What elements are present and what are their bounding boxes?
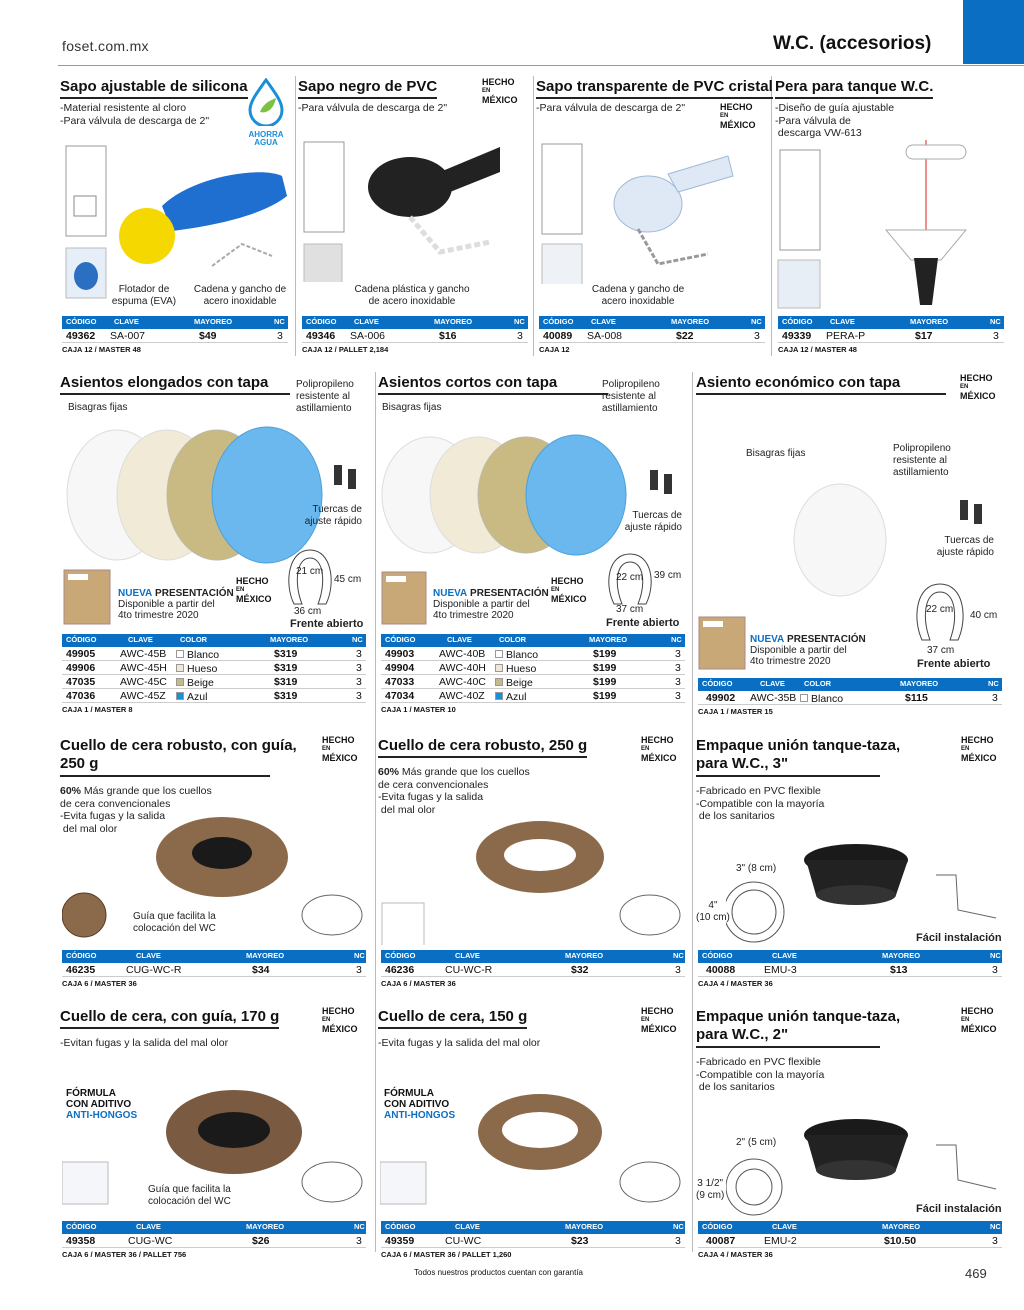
- product-bullets: -Diseño de guía ajustable -Para válvula de descarga VW-613: [775, 102, 895, 139]
- pack-info: CAJA 6 / MASTER 36: [62, 979, 137, 988]
- pack-info: CAJA 1 / MASTER 10: [381, 705, 456, 714]
- product-title: Asiento económico con tapa: [696, 374, 946, 395]
- table-row: 40088 EMU-3 $13 3: [698, 963, 1002, 977]
- product-image-cuello-robusto-guia: [62, 815, 372, 945]
- table-row: 47033 AWC-40C Beige $199 3: [381, 675, 685, 689]
- product-bullets: -Para válvula de descarga de 2": [298, 102, 448, 114]
- tuercas-label: Tuercas de ajuste rápido: [304, 504, 362, 527]
- ahorra-agua-badge: AHORRA AGUA: [244, 78, 288, 147]
- nueva-presentacion: NUEVA PRESENTACIÓN Disponible a partir del 4to trimestre 2020: [118, 588, 234, 621]
- hecho-en-mexico-badge: HECHO EN MÉXICO: [960, 373, 996, 401]
- hecho-en-mexico-badge: HECHO EN MÉXICO: [720, 102, 756, 130]
- hecho-en-mexico-badge: HECHO EN MÉXICO: [641, 1006, 677, 1034]
- bisagras-label: Bisagras fijas: [382, 402, 442, 413]
- product-bullets: 60% Más grande que los cuellos de cera convencionales -Evita fugas y la salida del mal olor: [378, 766, 530, 816]
- price-table: CÓDIGO CLAVE MAYOREO NC 49358 CUG-WC $26 3 CAJA 6 / MASTER 36 / PALLET 756: [62, 1222, 365, 1259]
- facil-instalacion-label: Fácil instalación: [916, 1203, 1002, 1215]
- divider: [533, 76, 534, 356]
- hecho-en-mexico-badge: HECHO EN MÉXICO: [482, 77, 518, 105]
- product-title: Empaque unión tanque-taza, para W.C., 2": [696, 1008, 901, 1043]
- section-tab: [963, 0, 1024, 64]
- product-bullets: 60% Más grande que los cuellos de cera convencionales -Evita fugas y la salida del mal olor: [60, 785, 212, 835]
- dim-width: 21 cm: [296, 566, 324, 577]
- image-label: Flotador de espuma (EVA): [111, 284, 177, 307]
- polipropileno-label: Polipropileno resistente al astillamiento: [893, 443, 951, 478]
- dim-side: 4" (10 cm): [696, 900, 730, 923]
- dim-base: 36 cm: [294, 606, 322, 617]
- product-image-asientos-cortos: [380, 420, 690, 560]
- product-title: Sapo negro de PVC: [298, 78, 437, 99]
- tuercas-label: Tuercas de ajuste rápido: [624, 510, 682, 533]
- table-row: 49359 CU-WC $23 3: [381, 1234, 685, 1248]
- package-image: [380, 570, 428, 626]
- pack-info: CAJA 4 / MASTER 36: [698, 1250, 773, 1259]
- price-table-economico: CÓDIGO CLAVE COLOR MAYOREO NC 49902 AWC-35B Blanco $115 3 CAJA 1 / MASTER 15: [698, 678, 1002, 716]
- product-title: Cuello de cera, con guía, 170 g: [60, 1008, 279, 1029]
- product-image-sapo-transparente: [538, 134, 766, 284]
- header-divider: [58, 65, 1024, 66]
- price-table: CÓDIGO CLAVE MAYOREO NC 49346 SA-006 $16 3 CAJA 12 / PALLET 2,184: [302, 316, 528, 354]
- hecho-en-mexico-badge: HECHO EN MÉXICO: [322, 1006, 358, 1034]
- table-row: 47035 AWC-45C Beige $319 3: [62, 675, 366, 689]
- table-row: 49902 AWC-35B Blanco $115 3: [698, 691, 1002, 705]
- divider: [295, 76, 296, 356]
- product-image-cuello-robusto: [380, 815, 690, 945]
- hecho-en-mexico-badge: HECHO EN MÉXICO: [236, 576, 272, 604]
- product-image-cuello-150: [380, 1082, 690, 1217]
- price-table: CÓDIGO CLAVE MAYOREO NC 49359 CU-WC $23 3 CAJA 6 / MASTER 36 / PALLET 1,260: [381, 1222, 684, 1259]
- section-title: W.C. (accesorios): [773, 33, 932, 54]
- pack-info: CAJA 6 / MASTER 36 / PALLET 756: [62, 1250, 187, 1259]
- product-title: Sapo ajustable de silicona: [60, 78, 248, 99]
- pack-info: CAJA 12 / PALLET 2,184: [302, 345, 389, 354]
- dim-height: 40 cm: [970, 610, 998, 621]
- product-bullets: -Fabricado en PVC flexible -Compatible con la mayoría de los sanitarios: [696, 785, 825, 822]
- table-row: 49905 AWC-45B Blanco $319 3: [62, 647, 366, 661]
- table-row: 47034 AWC-40Z Azul $199 3: [381, 689, 685, 703]
- price-table: CÓDIGO CLAVE MAYOREO NC 46235 CUG-WC-R $34 3 CAJA 6 / MASTER 36: [62, 951, 365, 988]
- hecho-en-mexico-badge: HECHO EN MÉXICO: [551, 576, 587, 604]
- nueva-presentacion: NUEVA PRESENTACIÓN Disponible a partir del 4to trimestre 2020: [433, 588, 549, 621]
- dim-base: 37 cm: [616, 604, 644, 615]
- formula-anti-hongos: FÓRMULA CON ADITIVO ANTI-HONGOS: [66, 1088, 138, 1121]
- product-bullets: -Material resistente al cloro -Para válvula de descarga de 2": [60, 102, 210, 127]
- product-bullets: -Fabricado en PVC flexible -Compatible con la mayoría de los sanitarios: [696, 1056, 825, 1093]
- hecho-en-mexico-badge: HECHO EN MÉXICO: [641, 735, 677, 763]
- divider: [692, 372, 693, 1252]
- footer-note: Todos nuestros productos cuentan con garantía: [414, 1268, 583, 1277]
- price-table: CÓDIGO CLAVE MAYOREO NC 49339 PERA-P $17 3 CAJA 12 / MASTER 48: [778, 316, 1004, 354]
- formula-anti-hongos: FÓRMULA CON ADITIVO ANTI-HONGOS: [384, 1088, 456, 1121]
- dim-side: 3 1/2" (9 cm): [696, 1178, 725, 1201]
- table-row: 40089 SA-008 $22 3: [539, 329, 765, 343]
- dim-width: 22 cm: [926, 604, 954, 615]
- product-title: Asientos cortos con tapa: [378, 374, 608, 395]
- pack-info: CAJA 6 / MASTER 36: [381, 979, 456, 988]
- pack-info: CAJA 12: [539, 345, 570, 354]
- water-drop-icon: [246, 78, 286, 126]
- divider: [771, 76, 772, 356]
- table-row: 47036 AWC-45Z Azul $319 3: [62, 689, 366, 703]
- page-number: 469: [965, 1266, 987, 1281]
- price-table: CÓDIGO CLAVE MAYOREO NC 40087 EMU-2 $10.50 3 CAJA 4 / MASTER 36: [698, 1222, 1001, 1259]
- frente-abierto-label: Frente abierto: [290, 618, 364, 630]
- dim-width: 22 cm: [616, 572, 644, 583]
- table-row: 49358 CUG-WC $26 3: [62, 1234, 366, 1248]
- table-row: 49362 SA-007 $49 3: [62, 329, 288, 343]
- product-title: Pera para tanque W.C.: [775, 78, 933, 99]
- image-label: Cadena plástica y gancho de acero inoxidable: [354, 284, 470, 307]
- table-row: 46235 CUG-WC-R $34 3: [62, 963, 366, 977]
- facil-instalacion-label: Fácil instalación: [916, 932, 1002, 944]
- table-row: 49906 AWC-45H Hueso $319 3: [62, 661, 366, 675]
- product-title: Asientos elongados con tapa: [60, 374, 290, 395]
- price-table-elongados: CÓDIGO CLAVE COLOR MAYOREO NC 49905 AWC-45B Blanco $319 3 49906 AWC-45H Hueso $319 3 47035 AWC-45C Beige $319 3 47036 AWC-45Z Azul $319 3 CAJA 1 / MASTER 8: [62, 634, 366, 714]
- nueva-presentacion: NUEVA PRESENTACIÓN Disponible a partir del 4to trimestre 2020: [750, 634, 866, 667]
- pack-info: CAJA 1 / MASTER 15: [698, 707, 773, 716]
- product-card-asientos-elongados: [60, 374, 290, 395]
- image-label: Cadena y gancho de acero inoxidable: [591, 284, 685, 307]
- pack-info: CAJA 4 / MASTER 36: [698, 979, 773, 988]
- pack-info: CAJA 12 / MASTER 48: [62, 345, 141, 354]
- product-title: Empaque unión tanque-taza, para W.C., 3": [696, 737, 901, 772]
- product-bullets: -Para válvula de descarga de 2": [536, 102, 686, 114]
- product-title: Cuello de cera robusto, 250 g: [378, 737, 587, 758]
- table-row: 49339 PERA-P $17 3: [778, 329, 1004, 343]
- polipropileno-label: Polipropileno resistente al astillamiento: [296, 379, 354, 414]
- hecho-en-mexico-badge: HECHO EN MÉXICO: [961, 735, 997, 763]
- product-title: Cuello de cera robusto, con guía, 250 g: [60, 737, 297, 772]
- guia-label: Guía que facilita la colocación del WC: [148, 1184, 231, 1207]
- product-image-sapo-negro: [300, 132, 528, 282]
- product-card-asientos-cortos: [378, 374, 608, 395]
- dim-height: 39 cm: [654, 570, 682, 581]
- product-card-empaque-3: [696, 737, 1006, 823]
- pack-info: CAJA 12 / MASTER 48: [778, 345, 857, 354]
- price-table: CÓDIGO CLAVE MAYOREO NC 49362 SA-007 $49 3 CAJA 12 / MASTER 48: [62, 316, 288, 354]
- price-table: CÓDIGO CLAVE MAYOREO NC 40088 EMU-3 $13 3 CAJA 4 / MASTER 36: [698, 951, 1001, 988]
- site-url: foset.com.mx: [62, 38, 149, 54]
- pack-info: CAJA 6 / MASTER 36 / PALLET 1,260: [381, 1250, 512, 1259]
- price-table-cortos: CÓDIGO CLAVE COLOR MAYOREO NC 49903 AWC-40B Blanco $199 3 49904 AWC-40H Hueso $199 3 47033 AWC-40C Beige $199 3 47034 AWC-40Z Azul $199 3 CAJA 1 / MASTER 10: [381, 634, 685, 714]
- table-row: 46236 CU-WC-R $32 3: [381, 963, 685, 977]
- pack-info: CAJA 1 / MASTER 8: [62, 705, 133, 714]
- product-card-empaque-2: [696, 1008, 1006, 1094]
- package-image: [697, 615, 747, 671]
- frente-abierto-label: Frente abierto: [917, 658, 991, 670]
- product-bullets: -Evita fugas y la salida del mal olor: [378, 1037, 541, 1049]
- product-image-asientos-elongados: [62, 415, 372, 565]
- bisagras-label: Bisagras fijas: [746, 448, 806, 459]
- product-image-pera: [776, 140, 1002, 310]
- dim-top: 2" (5 cm): [736, 1137, 777, 1148]
- price-table: CÓDIGO CLAVE MAYOREO NC 40089 SA-008 $22 3 CAJA 12: [539, 316, 765, 354]
- tuercas-label: Tuercas de ajuste rápido: [936, 535, 994, 558]
- dim-base: 37 cm: [927, 645, 955, 656]
- product-card-pera: [775, 78, 1005, 140]
- product-card-asiento-economico: [696, 374, 946, 395]
- image-label: Cadena y gancho de acero inoxidable: [193, 284, 287, 307]
- table-row: 49904 AWC-40H Hueso $199 3: [381, 661, 685, 675]
- divider: [375, 372, 376, 1252]
- table-row: 49903 AWC-40B Blanco $199 3: [381, 647, 685, 661]
- bisagras-label: Bisagras fijas: [68, 402, 128, 413]
- polipropileno-label: Polipropileno resistente al astillamiento: [602, 379, 660, 414]
- table-row: 40087 EMU-2 $10.50 3: [698, 1234, 1002, 1248]
- frente-abierto-label: Frente abierto: [606, 617, 680, 629]
- product-bullets: -Evitan fugas y la salida del mal olor: [60, 1037, 229, 1049]
- package-image: [62, 568, 112, 626]
- hecho-en-mexico-badge: HECHO EN MÉXICO: [961, 1006, 997, 1034]
- guia-label: Guía que facilita la colocación del WC: [133, 911, 216, 934]
- dim-height: 45 cm: [334, 574, 362, 585]
- product-title: Cuello de cera, 150 g: [378, 1008, 527, 1029]
- product-title: Sapo transparente de PVC cristal: [536, 78, 773, 99]
- hecho-en-mexico-badge: HECHO EN MÉXICO: [322, 735, 358, 763]
- product-image-sapo-silicona: [62, 136, 288, 306]
- dim-top: 3" (8 cm): [736, 863, 777, 874]
- price-table: CÓDIGO CLAVE MAYOREO NC 46236 CU-WC-R $32 3 CAJA 6 / MASTER 36: [381, 951, 684, 988]
- table-row: 49346 SA-006 $16 3: [302, 329, 528, 343]
